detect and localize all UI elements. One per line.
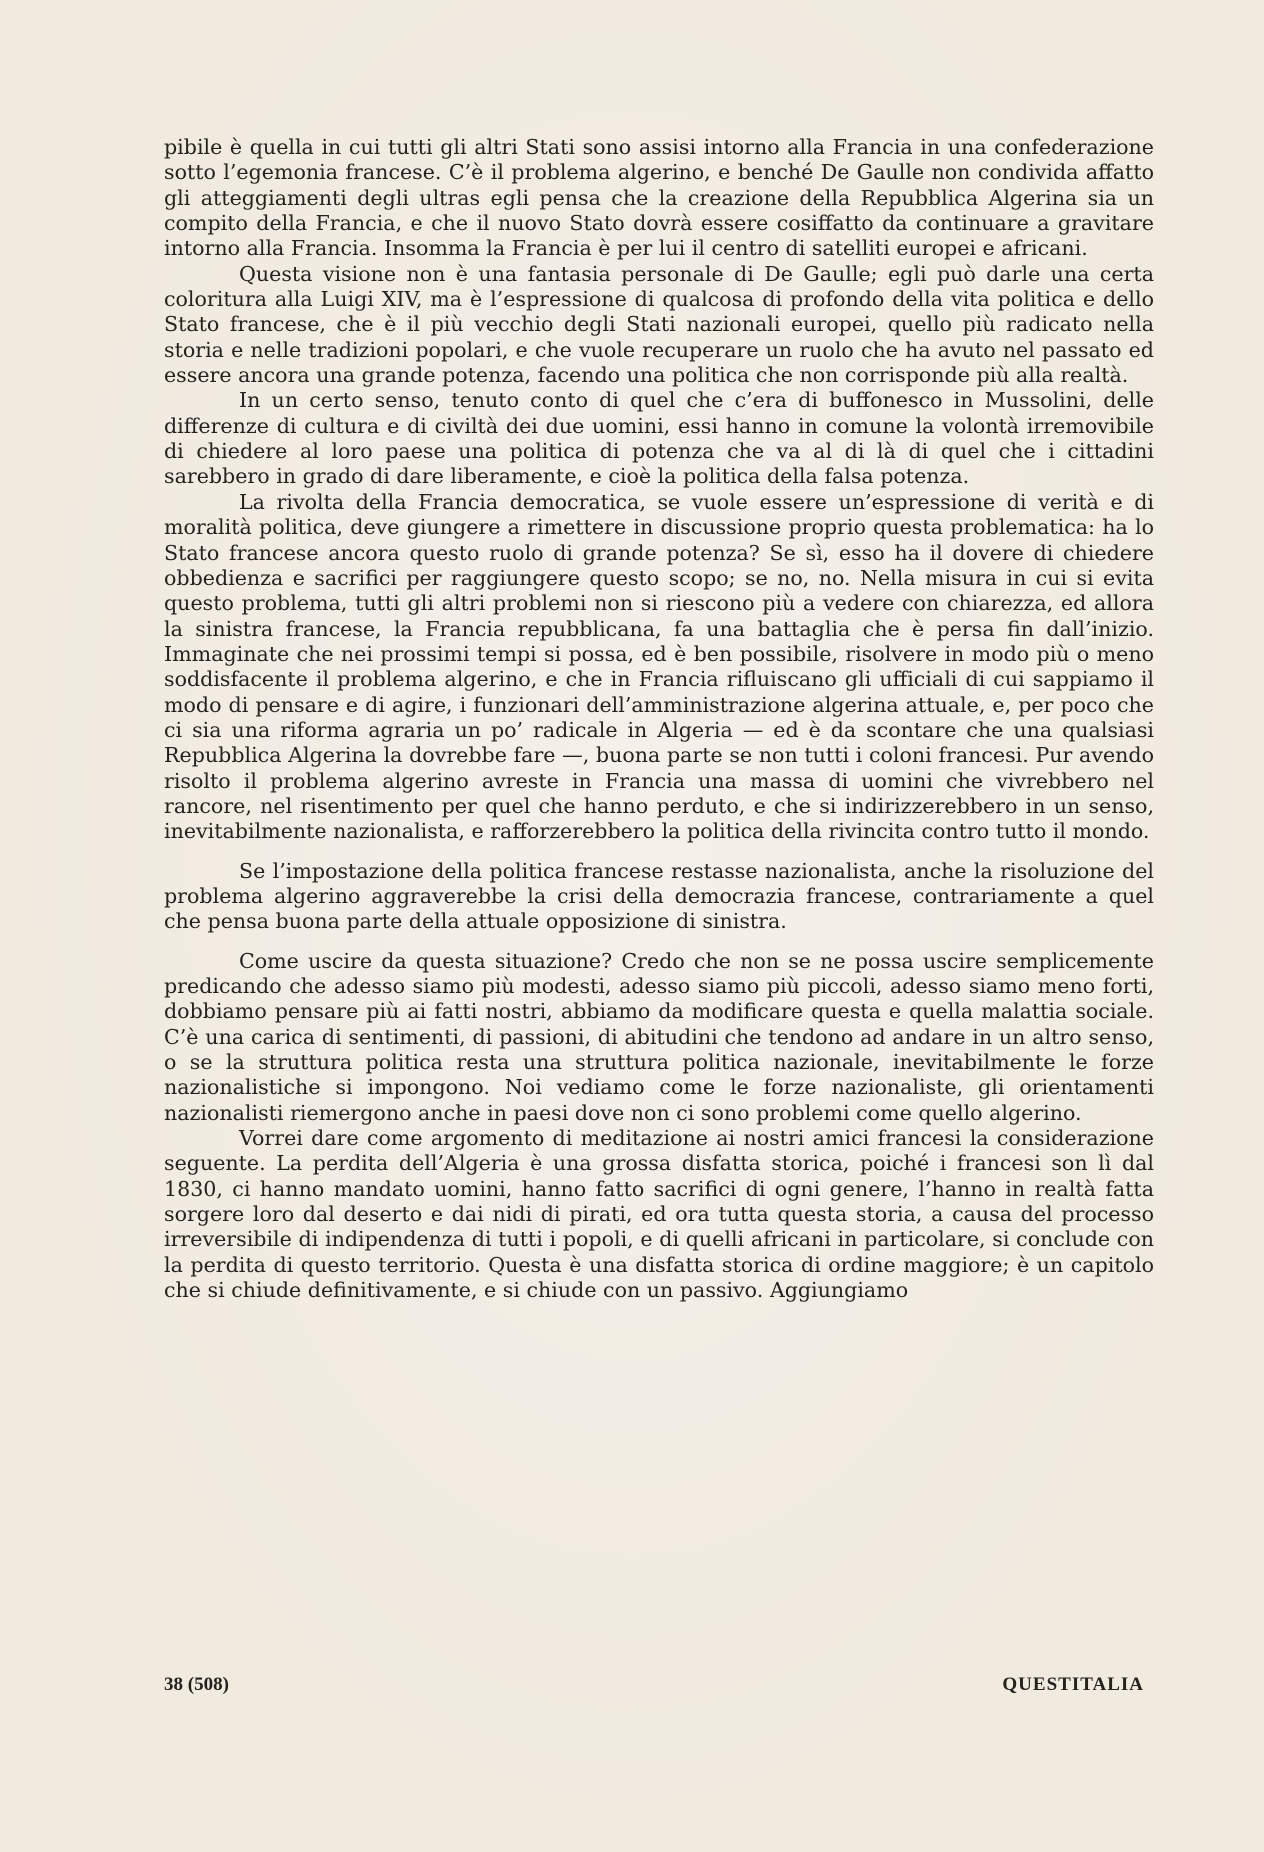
paragraph: Come uscire da questa situazione? Credo che non se ne possa uscire semplicemente predicando che adesso siamo più modesti, adesso siamo più piccoli, adesso siamo meno forti, dobbiamo pensare più ai fatti nostri, abbiamo da modificare questa e quella malattia sociale. C’è una carica di sentimenti, di passioni, di abitudini che tendono ad andare in un altro senso, o se la struttura politica resta una struttura politica nazionale, inevitabilmente le forze nazionalistiche si impongono. Noi vediamo come le forze nazionaliste, gli orientamenti nazionalisti riemergono anche in paesi dove non ci sono problemi come quello algerino. bbox=[164, 948, 1154, 1125]
page-number: 38 (508) bbox=[164, 1674, 229, 1695]
article-body bbox=[164, 135, 1154, 1303]
journal-title: QUESTITALIA bbox=[1002, 1674, 1144, 1695]
paragraph: pibile è quella in cui tutti gli altri Stati sono assisi intorno alla Francia in una confederazione sotto l’egemonia francese. C’è il problema algerino, e benché De Gaulle non condivida affatto gli atteggiamenti degli ultras egli pensa che la creazione della Repubblica Algerina sia un compito della Francia, e che il nuovo Stato dovrà essere cosiffatto da continuare a gravitare intorno alla Francia. Insomma la Francia è per lui il centro di satelliti europei e africani. bbox=[164, 135, 1154, 261]
paragraph: Se l’impostazione della politica francese restasse nazionalista, anche la risoluzione del problema algerino aggraverebbe la crisi della democrazia francese, contrariamente a quel che pensa buona parte della attuale opposizione di sinistra. bbox=[164, 858, 1154, 934]
paragraph: Vorrei dare come argomento di meditazione ai nostri amici francesi la considerazione seguente. La perdita dell’Algeria è una grossa disfatta storica, poiché i francesi son lì dal 1830, ci hanno mandato uomini, hanno fatto sacrifici di ogni genere, l’hanno in realtà fatta sorgere loro dal deserto e dai nidi di pirati, ed ora tutta questa storia, a causa del processo irreversibile di indipendenza di tutti i popoli, e di quelli africani in particolare, si conclude con la perdita di questo territorio. Questa è una disfatta storica di ordine maggiore; è un capitolo che si chiude definitivamente, e si chiude con un passivo. Aggiungiamo bbox=[164, 1126, 1154, 1303]
paragraph: La rivolta della Francia democratica, se vuole essere un’espressione di verità e di moralità politica, deve giungere a rimettere in discussione proprio questa problematica: ha lo Stato francese ancora questo ruolo di grande potenza? Se sì, esso ha il dovere di chiedere obbedienza e sacrifici per raggiungere questo scopo; se no, no. Nella misura in cui si evita questo problema, tutti gli altri problemi non si riescono più a vedere con chiarezza, ed allora la sinistra francese, la Francia repubblicana, fa una battaglia che è persa fin dall’inizio. Immaginate che nei prossimi tempi si possa, ed è ben possibile, risolvere in modo più o meno soddisfacente il problema algerino, e che in Francia rifluiscano gli ufficiali di cui sappiamo il modo di pensare e di agire, i funzionari dell’amministrazione algerina attuale, e, per poco che ci sia una riforma agraria un po’ radicale in Algeria — ed è da scontare che una qualsiasi Repubblica Algerina la dovrebbe fare —, buona parte se non tutti i coloni francesi. Pur avendo risolto il problema algerino avreste in Francia una massa di uomini che vivrebbero nel rancore, nel risentimento per quel che hanno perduto, e che si indirizzerebbero in un senso, inevitabilmente nazionalista, e rafforzerebbero la politica della rivincita contro tutto il mondo. bbox=[164, 489, 1154, 844]
paragraph: In un certo senso, tenuto conto di quel che c’era di buffonesco in Mussolini, delle differenze di cultura e di civiltà dei due uomini, essi hanno in comune la volontà irremovibile di chiedere al loro paese una politica di potenza che va al di là di quel che i cittadini sarebbero in grado di dare liberamente, e cioè la politica della falsa potenza. bbox=[164, 388, 1154, 489]
paragraph: Questa visione non è una fantasia personale di De Gaulle; egli può darle una certa coloritura alla Luigi XIV, ma è l’espressione di qualcosa di profondo della vita politica e dello Stato francese, che è il più vecchio degli Stati nazionali europei, quello più radicato nella storia e nelle tradizioni popolari, e che vuole recuperare un ruolo che ha avuto nel passato ed essere ancora una grande potenza, facendo una politica che non corrisponde più alla realtà. bbox=[164, 261, 1154, 388]
page-footer bbox=[164, 1674, 1144, 1696]
